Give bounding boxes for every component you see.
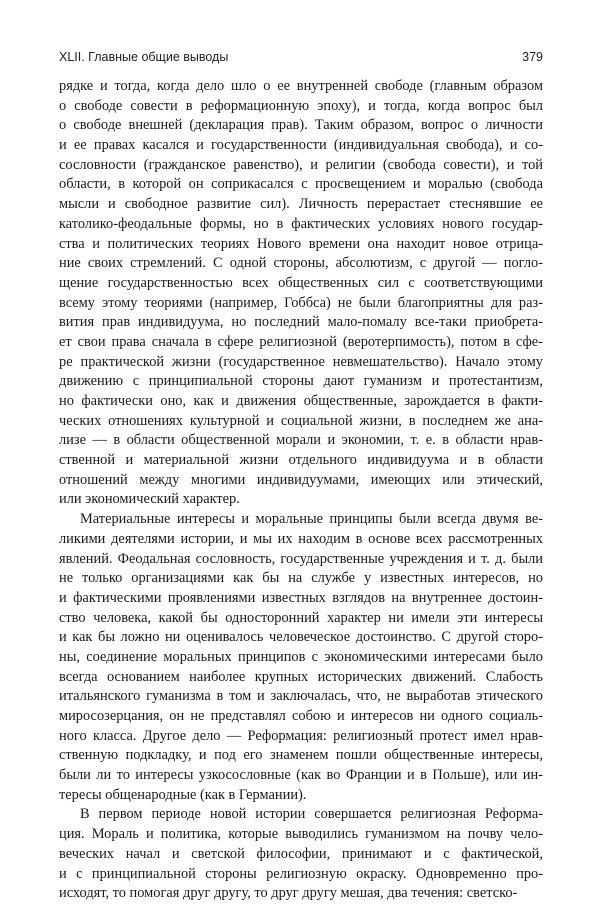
text-line: но фактически оно, как и движения общественные, зарождается в факти- — [59, 393, 543, 409]
text-line: и как бы ложно ни оценивалось человеческое достоинство. С другой сторо- — [59, 629, 543, 646]
text-line: явлений. Феодальная сословность, государственные учреждения и т. д. были — [59, 550, 543, 567]
paragraph — [59, 77, 543, 510]
running-header — [59, 50, 543, 70]
text-line: тересы общенародные (как в Германии). — [59, 786, 307, 803]
text-line: ре практической жизни (государственное невмешательство). Начало этому — [59, 353, 543, 370]
text-line: ние своих стремлений. С одной стороны, абсолютизм, с другой — погло- — [59, 255, 543, 272]
text-line: ство человека, какой бы односторонний характер ни имели эти интересы — [59, 609, 543, 626]
text-line: рядке и тогда, когда дело шло о ее внутренней свободе (главным образом — [59, 78, 543, 94]
text-line: ликими деятелями истории, и мы их находим в основе всех рассмотренных — [59, 530, 543, 547]
paragraph — [59, 510, 543, 805]
body-text — [59, 77, 543, 904]
text-line: и ее правах касался и государственности (индивидуальная свобода), и со- — [59, 137, 543, 154]
text-line: и с принципиальной стороны религиозную окраску. Одновременно про- — [59, 865, 543, 882]
text-line: лизе — в области общественной морали и экономии, т. е. в области нрав- — [59, 432, 543, 449]
text-line: В первом периоде новой истории совершается религиозная Реформа- — [80, 806, 543, 823]
text-line: щение государственностью всех общественных сил с соответствующими — [59, 274, 543, 291]
text-line: мысли и свободное развитие сил). Личность перерастает стеснявшие ее — [59, 196, 543, 213]
text-line: вития прав индивидуума, но последний мало-помалу все-таки приобрета- — [59, 314, 543, 331]
chapter-title: XLII. Главные общие выводы — [59, 50, 229, 64]
text-line: итальянского гуманизма в том и заключалась, что, не выработав этического — [59, 688, 543, 705]
text-line: и фактическими проявлениями известных взглядов на внутреннее достоин- — [59, 589, 543, 606]
text-line: ны, соединение моральных принципов с экономическими интересами было — [59, 648, 543, 665]
text-line: или экономический характер. — [59, 491, 240, 508]
text-line: веческих начал и светской философии, принимают и с фактической, — [59, 845, 543, 862]
text-line: всему этому теориями (например, Гоббса) не были благоприятны для раз- — [59, 294, 543, 311]
text-line: исходят, то помогая друг другу, то друг другу мешая, два течения: светско- — [59, 885, 518, 902]
text-line: ет свои права сначала в сфере религиозной (веротерпимость), потом в сфе- — [59, 333, 543, 350]
page-number: 379 — [522, 50, 543, 64]
text-line: о свободе совести в реформационную эпоху), и тогда, когда вопрос был — [59, 97, 543, 114]
text-line: о свободе внешней (декларация прав). Таким образом, вопрос о личности — [59, 117, 543, 134]
text-line: движению с принципиальной стороны дают гуманизм и протестантизм, — [59, 373, 543, 390]
text-line: Материальные интересы и моральные принципы были всегда двумя ве- — [80, 511, 543, 528]
text-line: ческих отношениях культурной и социальной жизни, в последнем же ана- — [59, 412, 543, 429]
text-line: миросозерцания, он не представлял собою и интересов ни одного социаль- — [59, 708, 543, 724]
text-line: ства и политических теориях Нового времени она находит новое отрица- — [59, 235, 543, 252]
text-line: не только организациями как бы на службе у известных интересов, но — [59, 570, 543, 587]
text-line: ственную подкладку, и под его знаменем пошли общественные интересы, — [59, 747, 543, 764]
text-line: сословности (гражданское равенство), и религии (свобода совести), и той — [59, 156, 543, 173]
text-line: области, в которой он соприкасался с просвещением и моралью (свобода — [59, 176, 543, 193]
text-line: всегда основанием наиболее крупных исторических движений. Слабость — [59, 668, 543, 685]
text-line: ция. Мораль и политика, которые выводились гуманизмом на почву чело- — [59, 826, 543, 843]
text-line: ственной и материальной жизни отдельного индивидуума и в области — [59, 452, 543, 469]
text-line: католико-феодальные формы, но в фактических условиях нового государ- — [59, 215, 543, 232]
text-line: были ли то интересы узкосословные (как во Франции и в Польше), или ин- — [59, 767, 543, 784]
paragraph — [59, 805, 543, 903]
text-line: отношений между многими индивидуумами, имеющих или этический, — [59, 471, 543, 488]
text-line: ного класса. Другое дело — Реформация: религиозный протест имел нрав- — [59, 727, 543, 744]
